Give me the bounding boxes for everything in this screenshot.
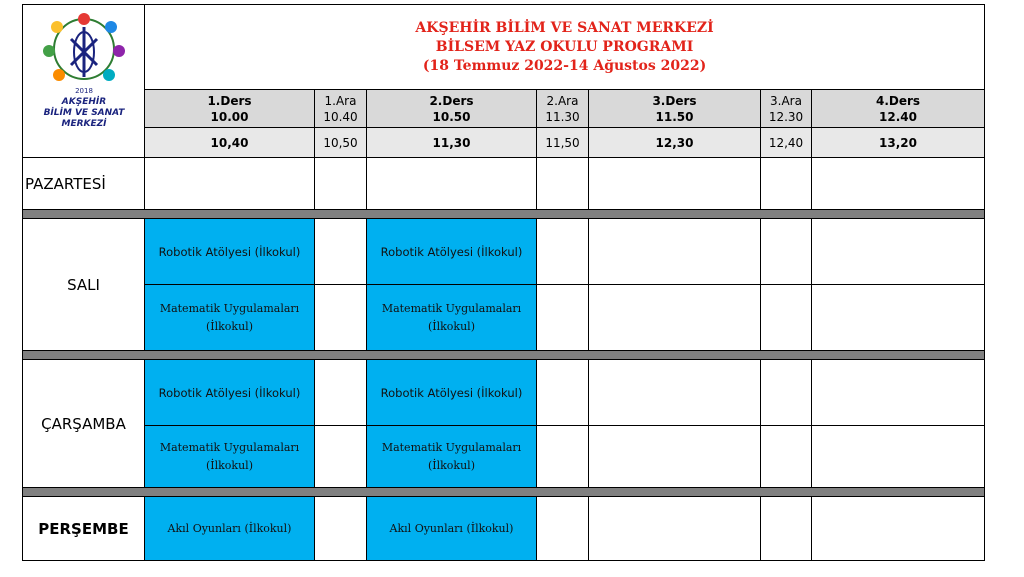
period-ders1-end: 10,40: [145, 128, 315, 158]
table-cell: [761, 285, 812, 351]
title-line2: BİLSEM YAZ OKULU PROGRAMI: [435, 38, 694, 55]
period-ara2-end: 11,50: [537, 128, 589, 158]
row-thursday: [23, 497, 985, 561]
table-cell: [761, 426, 812, 488]
day-separator: [23, 351, 985, 360]
table-cell: [315, 219, 367, 285]
table-cell: [812, 426, 985, 488]
table-cell: [367, 158, 537, 210]
table-cell: [761, 158, 812, 210]
row-wednesday-2: [23, 426, 985, 488]
table-cell: [812, 219, 985, 285]
day-separator: [23, 488, 985, 497]
course-cell: Matematik Uygulamaları (İlkokul): [367, 285, 537, 351]
period-ders3-end: 12,30: [589, 128, 761, 158]
period-ders3: 3.Ders 11.50: [589, 90, 761, 128]
table-cell: [812, 285, 985, 351]
schedule-sheet: [22, 4, 984, 577]
day-tuesday: SALI: [23, 219, 145, 351]
table-cell: [315, 285, 367, 351]
table-cell: [761, 360, 812, 426]
table-cell: [812, 497, 985, 561]
course-cell: Robotik Atölyesi (İlkokul): [367, 360, 537, 426]
period-ders1: 1.Ders 10.00: [145, 90, 315, 128]
title-cell: [145, 5, 985, 90]
table-cell: [761, 497, 812, 561]
table-cell: [589, 497, 761, 561]
day-wednesday: ÇARŞAMBA: [23, 360, 145, 488]
table-cell: [145, 158, 315, 210]
logo-cell: [23, 5, 145, 158]
table-cell: [537, 497, 589, 561]
table-cell: [589, 360, 761, 426]
table-cell: [537, 426, 589, 488]
period-ara1: 1.Ara 10.40: [315, 90, 367, 128]
table-cell: [812, 360, 985, 426]
course-cell: Robotik Atölyesi (İlkokul): [145, 219, 315, 285]
table-cell: [315, 158, 367, 210]
row-tuesday-1: [23, 219, 985, 285]
day-thursday: PERŞEMBE: [23, 497, 145, 561]
period-ders2-end: 11,30: [367, 128, 537, 158]
logo-year: 2018: [74, 87, 93, 95]
schedule-table: [22, 4, 985, 561]
course-cell: Robotik Atölyesi (İlkokul): [367, 219, 537, 285]
logo-line1: AKŞEHİR: [61, 97, 106, 107]
day-monday: PAZARTESİ: [23, 158, 145, 210]
table-cell: [589, 158, 761, 210]
table-cell: [537, 219, 589, 285]
title-line3: (18 Temmuz 2022-14 Ağustos 2022): [422, 57, 707, 74]
course-cell: Matematik Uygulamaları (İlkokul): [367, 426, 537, 488]
logo-line2: BİLİM VE SANAT: [43, 108, 124, 118]
course-cell: Robotik Atölyesi (İlkokul): [145, 360, 315, 426]
table-cell: [589, 219, 761, 285]
period-ara3-end: 12,40: [761, 128, 812, 158]
table-cell: [537, 158, 589, 210]
row-tuesday-2: [23, 285, 985, 351]
table-cell: [589, 426, 761, 488]
title-line1: AKŞEHİR BİLİM VE SANAT MERKEZİ: [415, 19, 714, 36]
table-cell: [589, 285, 761, 351]
period-ders4: 4.Ders 12.40: [812, 90, 985, 128]
row-monday: [23, 158, 985, 210]
period-ara2: 2.Ara 11.30: [537, 90, 589, 128]
table-cell: [761, 219, 812, 285]
table-cell: [315, 426, 367, 488]
table-cell: [537, 285, 589, 351]
bilsem-logo: [29, 5, 139, 153]
logo-line3: MERKEZİ: [60, 119, 107, 129]
table-cell: [315, 360, 367, 426]
day-separator: [23, 210, 985, 219]
course-cell: Matematik Uygulamaları (İlkokul): [145, 285, 315, 351]
period-ders2: 2.Ders 10.50: [367, 90, 537, 128]
table-cell: [537, 360, 589, 426]
row-wednesday-1: [23, 360, 985, 426]
period-ara3: 3.Ara 12.30: [761, 90, 812, 128]
course-cell: Akıl Oyunları (İlkokul): [367, 497, 537, 561]
course-cell: Matematik Uygulamaları (İlkokul): [145, 426, 315, 488]
period-ara1-end: 10,50: [315, 128, 367, 158]
period-ders4-end: 13,20: [812, 128, 985, 158]
table-cell: [812, 158, 985, 210]
table-cell: [315, 497, 367, 561]
course-cell: Akıl Oyunları (İlkokul): [145, 497, 315, 561]
